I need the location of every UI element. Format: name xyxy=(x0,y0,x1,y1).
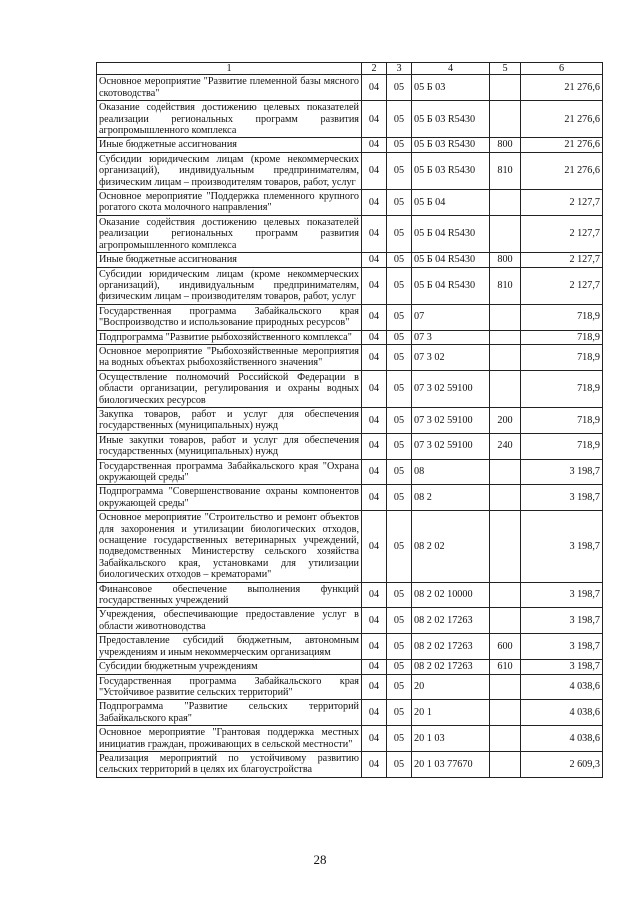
cell-target-article: 08 2 xyxy=(412,485,490,511)
cell-target-article: 08 2 02 xyxy=(412,511,490,582)
cell-amount: 3 198,7 xyxy=(521,582,603,608)
cell-subsection: 05 xyxy=(387,634,412,660)
cell-subsection: 05 xyxy=(387,75,412,101)
cell-target-article: 07 3 02 xyxy=(412,344,490,370)
cell-subsection: 05 xyxy=(387,267,412,304)
cell-subsection: 05 xyxy=(387,433,412,459)
cell-expense-type xyxy=(490,485,521,511)
cell-section: 04 xyxy=(362,751,387,777)
header-col-2: 2 xyxy=(362,63,387,75)
header-col-3: 3 xyxy=(387,63,412,75)
cell-name: Государственная программа Забайкальского края "Устойчивое развитие сельских территорий" xyxy=(97,674,362,700)
table-row xyxy=(97,726,603,752)
cell-expense-type xyxy=(490,344,521,370)
table-row xyxy=(97,370,603,407)
cell-expense-type xyxy=(490,75,521,101)
table-row xyxy=(97,485,603,511)
cell-section: 04 xyxy=(362,344,387,370)
cell-subsection: 05 xyxy=(387,253,412,267)
cell-section: 04 xyxy=(362,433,387,459)
cell-name: Осуществление полномочий Российской Федерации в области организации, регулирования и охраны водных биологических ресурсов xyxy=(97,370,362,407)
cell-section: 04 xyxy=(362,215,387,252)
cell-target-article: 20 xyxy=(412,674,490,700)
cell-amount: 2 127,7 xyxy=(521,190,603,216)
cell-section: 04 xyxy=(362,267,387,304)
cell-name: Подпрограмма "Совершенствование охраны компонентов окружающей среды" xyxy=(97,485,362,511)
header-col-1: 1 xyxy=(97,63,362,75)
cell-section: 04 xyxy=(362,660,387,674)
cell-amount: 718,9 xyxy=(521,370,603,407)
cell-name: Подпрограмма "Развитие сельских территорий Забайкальского края" xyxy=(97,700,362,726)
cell-subsection: 05 xyxy=(387,304,412,330)
cell-target-article: 20 1 03 77670 xyxy=(412,751,490,777)
cell-amount: 718,9 xyxy=(521,433,603,459)
cell-subsection: 05 xyxy=(387,330,412,344)
cell-subsection: 05 xyxy=(387,608,412,634)
cell-name: Иные бюджетные ассигнования xyxy=(97,138,362,152)
cell-section: 04 xyxy=(362,582,387,608)
cell-section: 04 xyxy=(362,75,387,101)
cell-subsection: 05 xyxy=(387,152,412,189)
cell-subsection: 05 xyxy=(387,582,412,608)
cell-expense-type: 800 xyxy=(490,253,521,267)
cell-name: Иные закупки товаров, работ и услуг для обеспечения государственных (муниципальных) нужд xyxy=(97,433,362,459)
cell-target-article: 08 2 02 10000 xyxy=(412,582,490,608)
cell-subsection: 05 xyxy=(387,674,412,700)
cell-section: 04 xyxy=(362,370,387,407)
cell-target-article: 08 2 02 17263 xyxy=(412,660,490,674)
cell-target-article: 05 Б 04 R5430 xyxy=(412,215,490,252)
cell-target-article: 05 Б 03 R5430 xyxy=(412,101,490,138)
table-row xyxy=(97,330,603,344)
cell-target-article: 05 Б 04 R5430 xyxy=(412,267,490,304)
cell-amount: 4 038,6 xyxy=(521,700,603,726)
cell-subsection: 05 xyxy=(387,485,412,511)
cell-target-article: 07 3 02 59100 xyxy=(412,370,490,407)
cell-name: Предоставление субсидий бюджетным, автономным учреждениям и иным некоммерческим организациям xyxy=(97,634,362,660)
cell-subsection: 05 xyxy=(387,751,412,777)
cell-amount: 718,9 xyxy=(521,407,603,433)
cell-name: Основное мероприятие "Развитие племенной базы мясного скотоводства" xyxy=(97,75,362,101)
cell-amount: 3 198,7 xyxy=(521,511,603,582)
cell-expense-type xyxy=(490,330,521,344)
table-row xyxy=(97,190,603,216)
cell-amount: 4 038,6 xyxy=(521,726,603,752)
cell-name: Основное мероприятие "Грантовая поддержка местных инициатив граждан, проживающих в сельской местности" xyxy=(97,726,362,752)
cell-expense-type xyxy=(490,370,521,407)
header-col-5: 5 xyxy=(490,63,521,75)
cell-target-article: 20 1 03 xyxy=(412,726,490,752)
table-row xyxy=(97,674,603,700)
cell-section: 04 xyxy=(362,330,387,344)
table-row xyxy=(97,660,603,674)
table-row xyxy=(97,267,603,304)
cell-target-article: 08 xyxy=(412,459,490,485)
cell-section: 04 xyxy=(362,459,387,485)
cell-target-article: 07 xyxy=(412,304,490,330)
cell-subsection: 05 xyxy=(387,101,412,138)
table-row xyxy=(97,304,603,330)
cell-subsection: 05 xyxy=(387,660,412,674)
cell-section: 04 xyxy=(362,190,387,216)
cell-amount: 21 276,6 xyxy=(521,138,603,152)
table-row xyxy=(97,582,603,608)
page-number: 28 xyxy=(313,852,327,867)
cell-expense-type xyxy=(490,101,521,138)
cell-target-article: 05 Б 03 xyxy=(412,75,490,101)
table-row xyxy=(97,511,603,582)
cell-subsection: 05 xyxy=(387,726,412,752)
cell-section: 04 xyxy=(362,485,387,511)
budget-table xyxy=(96,62,603,778)
cell-expense-type xyxy=(490,751,521,777)
cell-target-article: 05 Б 03 R5430 xyxy=(412,138,490,152)
cell-target-article: 20 1 xyxy=(412,700,490,726)
cell-name: Основное мероприятие "Рыбохозяйственные мероприятия на водных объектах рыбохозяйственного значения" xyxy=(97,344,362,370)
cell-expense-type xyxy=(490,215,521,252)
cell-amount: 3 198,7 xyxy=(521,485,603,511)
cell-expense-type xyxy=(490,459,521,485)
cell-section: 04 xyxy=(362,674,387,700)
table-row xyxy=(97,751,603,777)
table-row xyxy=(97,608,603,634)
cell-name: Финансовое обеспечение выполнения функций государственных учреждений xyxy=(97,582,362,608)
cell-subsection: 05 xyxy=(387,344,412,370)
cell-expense-type: 610 xyxy=(490,660,521,674)
cell-expense-type xyxy=(490,582,521,608)
cell-name: Субсидии юридическим лицам (кроме некоммерческих организаций), индивидуальным предпринимателям, физическим лицам – производителям товаров, работ, услуг xyxy=(97,152,362,189)
cell-amount: 21 276,6 xyxy=(521,75,603,101)
cell-name: Государственная программа Забайкальского края "Охрана окружающей среды" xyxy=(97,459,362,485)
cell-amount: 718,9 xyxy=(521,304,603,330)
cell-amount: 3 198,7 xyxy=(521,459,603,485)
cell-section: 04 xyxy=(362,634,387,660)
table-row xyxy=(97,253,603,267)
cell-amount: 2 127,7 xyxy=(521,215,603,252)
cell-section: 04 xyxy=(362,304,387,330)
cell-expense-type: 200 xyxy=(490,407,521,433)
cell-name: Субсидии бюджетным учреждениям xyxy=(97,660,362,674)
table-row xyxy=(97,407,603,433)
cell-subsection: 05 xyxy=(387,459,412,485)
cell-name: Оказание содействия достижению целевых показателей реализации региональных программ развития агропромышленного комплекса xyxy=(97,101,362,138)
cell-amount: 2 127,7 xyxy=(521,267,603,304)
cell-subsection: 05 xyxy=(387,700,412,726)
cell-expense-type xyxy=(490,511,521,582)
cell-name: Иные бюджетные ассигнования xyxy=(97,253,362,267)
table-row xyxy=(97,152,603,189)
header-row xyxy=(97,63,603,75)
table-row xyxy=(97,700,603,726)
cell-section: 04 xyxy=(362,407,387,433)
cell-name: Учреждения, обеспечивающие предоставление услуг в области животноводства xyxy=(97,608,362,634)
cell-subsection: 05 xyxy=(387,190,412,216)
cell-name: Основное мероприятие "Поддержка племенного крупного рогатого скота молочного направления" xyxy=(97,190,362,216)
cell-expense-type xyxy=(490,190,521,216)
cell-target-article: 08 2 02 17263 xyxy=(412,634,490,660)
cell-target-article: 05 Б 03 R5430 xyxy=(412,152,490,189)
cell-amount: 718,9 xyxy=(521,330,603,344)
cell-section: 04 xyxy=(362,726,387,752)
cell-amount: 4 038,6 xyxy=(521,674,603,700)
cell-target-article: 08 2 02 17263 xyxy=(412,608,490,634)
cell-target-article: 05 Б 04 xyxy=(412,190,490,216)
cell-amount: 3 198,7 xyxy=(521,660,603,674)
cell-section: 04 xyxy=(362,700,387,726)
cell-subsection: 05 xyxy=(387,407,412,433)
cell-expense-type: 600 xyxy=(490,634,521,660)
cell-amount: 21 276,6 xyxy=(521,101,603,138)
cell-target-article: 05 Б 04 R5430 xyxy=(412,253,490,267)
cell-target-article: 07 3 02 59100 xyxy=(412,433,490,459)
cell-section: 04 xyxy=(362,138,387,152)
table-row xyxy=(97,433,603,459)
cell-expense-type: 800 xyxy=(490,138,521,152)
table-row xyxy=(97,215,603,252)
table-row xyxy=(97,344,603,370)
table-body xyxy=(97,75,603,777)
cell-subsection: 05 xyxy=(387,370,412,407)
cell-amount: 21 276,6 xyxy=(521,152,603,189)
cell-name: Оказание содействия достижению целевых показателей реализации региональных программ развития агропромышленного комплекса xyxy=(97,215,362,252)
table-row xyxy=(97,138,603,152)
table-row xyxy=(97,75,603,101)
cell-subsection: 05 xyxy=(387,215,412,252)
cell-section: 04 xyxy=(362,101,387,138)
header-col-6: 6 xyxy=(521,63,603,75)
cell-amount: 2 609,3 xyxy=(521,751,603,777)
cell-expense-type: 810 xyxy=(490,267,521,304)
cell-expense-type xyxy=(490,700,521,726)
cell-name: Подпрограмма "Развитие рыбохозяйственного комплекса" xyxy=(97,330,362,344)
cell-amount: 3 198,7 xyxy=(521,608,603,634)
cell-amount: 718,9 xyxy=(521,344,603,370)
table-row xyxy=(97,101,603,138)
cell-section: 04 xyxy=(362,511,387,582)
cell-expense-type: 810 xyxy=(490,152,521,189)
cell-expense-type: 240 xyxy=(490,433,521,459)
cell-expense-type xyxy=(490,304,521,330)
cell-name: Закупка товаров, работ и услуг для обеспечения государственных (муниципальных) нужд xyxy=(97,407,362,433)
cell-name: Основное мероприятие "Строительство и ремонт объектов для захоронения и утилизации биологических отходов, оснащение государственных ветеринарных учреждений, подведомственных Министерству сельского хозяйства Забайкальского края, установками для утилизации биологических отходов – крематорами" xyxy=(97,511,362,582)
cell-section: 04 xyxy=(362,253,387,267)
cell-subsection: 05 xyxy=(387,511,412,582)
cell-name: Субсидии юридическим лицам (кроме некоммерческих организаций), индивидуальным предпринимателям, физическим лицам – производителям товаров, работ, услуг xyxy=(97,267,362,304)
cell-amount: 3 198,7 xyxy=(521,634,603,660)
cell-subsection: 05 xyxy=(387,138,412,152)
cell-expense-type xyxy=(490,726,521,752)
table-row xyxy=(97,634,603,660)
cell-name: Реализация мероприятий по устойчивому развитию сельских территорий в целях их благоустройства xyxy=(97,751,362,777)
cell-amount: 2 127,7 xyxy=(521,253,603,267)
cell-section: 04 xyxy=(362,152,387,189)
cell-target-article: 07 3 02 59100 xyxy=(412,407,490,433)
cell-expense-type xyxy=(490,674,521,700)
cell-expense-type xyxy=(490,608,521,634)
cell-target-article: 07 3 xyxy=(412,330,490,344)
table-row xyxy=(97,459,603,485)
cell-name: Государственная программа Забайкальского края "Воспроизводство и использование природных ресурсов" xyxy=(97,304,362,330)
cell-section: 04 xyxy=(362,608,387,634)
header-col-4: 4 xyxy=(412,63,490,75)
